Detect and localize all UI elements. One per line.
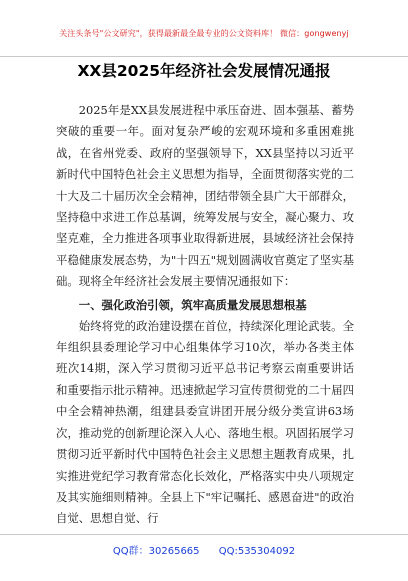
intro-paragraph: 2025年是XX县发展进程中承压奋进、固本强基、蓄势突破的重要一年。面对复杂严峻的宏观环境和多重困难挑战，在省州党委、政府的坚强领导下，XX县坚持以习近平新时代中国特色社会主义思想为指导，全面贯彻落实党的二十大及二十届历次全会精神，团结带领全县广大干部群众，坚持稳中求进工作总基调，统筹发展与安全，凝心聚力、攻坚克难，全力推进各项事业取得新进展，县域经济社会保持平稳健康发展态势，为"十四五"规划圆满收官奠定了坚实基础。现将全年经济社会发展主要情况通报如下： [56, 103, 354, 289]
section-1-paragraph: 始终将党的政治建设摆在首位，持续深化理论武装。全年组织县委理论学习中心组集体学习10次，举办各类主体班次14期，深入学习贯彻习近平总书记考察云南重要讲话和重要指示批示精神。迅速掀起学习宣传贯彻党的二十届四中全会精神热潮，组建县委宣讲团开展分级分类宣讲63场次，推动党的创新理论深入人心、落地生根。巩固拓展学习贯彻习近平新时代中国特色社会主义思想主题教育成果，扎实推进党纪学习教育常态化长效化，严格落实中央八项规定及其实施细则精神。全县上下"牢记嘱托、感恩奋进"的政治自觉、思想自觉、行 [56, 318, 354, 526]
qq-group: QQ群：30265665 [112, 546, 200, 557]
document-title: XX县2025年经济社会发展情况通报 [77, 62, 331, 80]
header-banner [0, 0, 408, 57]
section-heading-1: 一、强化政治引领，筑牢高质量发展思想根基 [78, 297, 307, 312]
banner-text: 关注头条号"公文研究"，获得最新最全最专业的公文资料库！ 微信：gongwenyj [59, 29, 349, 38]
document-body [56, 100, 354, 530]
footer [0, 534, 408, 581]
footer-contact [0, 542, 408, 557]
qq-number: QQ:535304092 [218, 546, 296, 557]
